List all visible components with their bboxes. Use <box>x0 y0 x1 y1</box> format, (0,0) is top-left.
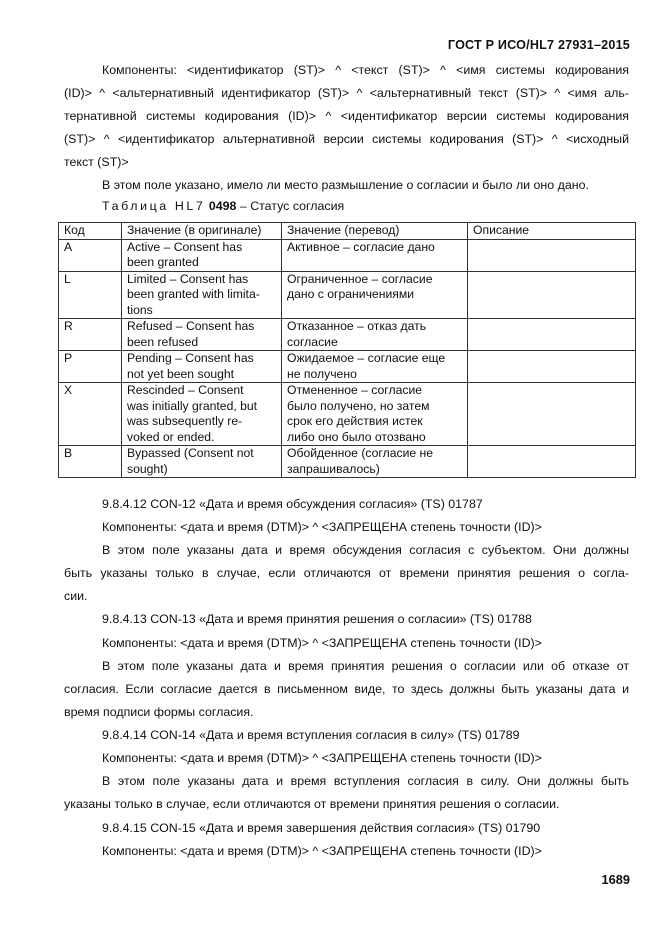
cell-original-line: Bypassed (Consent not <box>127 446 254 460</box>
cell-translation <box>282 446 468 478</box>
cell-translation-line: не получено <box>287 366 357 381</box>
cell-description <box>468 319 636 351</box>
cell-original-line: was initially granted, but <box>127 398 258 413</box>
field-description: В этом поле указано, имело ли место размышление о согласии и было ли оно дано. <box>102 178 589 192</box>
section-text-con14 <box>64 770 629 816</box>
text-line: сии. <box>64 589 88 603</box>
cell-code: X <box>59 383 122 446</box>
cell-code: R <box>59 319 122 351</box>
text-line: время подписи формы согласия. <box>64 705 254 719</box>
cell-original-line: Limited – Consent has <box>127 271 249 286</box>
text-line: В этом поле указаны дата и время обсуждения согласия с субъектом. Они должны <box>102 543 629 557</box>
text-line: быть указаны только в случае, если отличаются от времени принятия решения о согла- <box>64 566 629 580</box>
header-translation: Значение (перевод) <box>282 223 468 240</box>
section-text-con13 <box>64 655 629 724</box>
section-heading-con12: 9.8.4.12 CON-12 «Дата и время обсуждения согласия» (TS) 01787 <box>102 497 483 511</box>
cell-original-line: Refused – Consent has <box>127 319 255 333</box>
document-header: ГОСТ Р ИСО/HL7 27931–2015 <box>447 38 630 52</box>
cell-original-line: sought) <box>127 461 168 476</box>
cell-original-line: not yet been sought <box>127 366 235 381</box>
table-row <box>59 239 636 271</box>
cell-translation <box>282 319 468 351</box>
table-row <box>59 446 636 478</box>
cell-translation <box>282 271 468 319</box>
cell-code: P <box>59 351 122 383</box>
cell-translation <box>282 351 468 383</box>
cell-original-line: been refused <box>127 334 199 349</box>
caption-number: 0498 <box>208 199 237 213</box>
components-line-con15: Компоненты: <дата и время (DTM)> ^ <ЗАПРЕЩЕНА степень точности (ID)> <box>102 844 542 858</box>
table-body <box>59 239 636 478</box>
cell-code: B <box>59 446 122 478</box>
header-code: Код <box>59 223 122 240</box>
cell-description <box>468 383 636 446</box>
section-text-con12 <box>64 539 629 608</box>
text-line: (ST)> ^ <идентификатор альтернативной версии системы кодирования (ST)> ^ <исходный <box>64 132 629 146</box>
cell-original-line: been granted <box>127 255 199 269</box>
cell-translation-line: либо оно было отозвано <box>287 429 426 444</box>
text-line: текст (ST)> <box>64 155 129 169</box>
caption-dash: – <box>239 199 247 213</box>
cell-original <box>122 383 282 446</box>
caption-prefix: Таблица HL7 <box>102 199 206 213</box>
page-number: 1689 <box>601 872 630 887</box>
cell-translation-line: Ограниченное – согласие <box>287 271 433 286</box>
cell-code: L <box>59 271 122 319</box>
cell-translation-line: было получено, но затем <box>287 398 430 413</box>
cell-translation-line: Отмененное – согласие <box>287 383 423 397</box>
cell-translation <box>282 383 468 446</box>
cell-translation-line: Активное – согласие дано <box>287 239 435 254</box>
cell-description <box>468 446 636 478</box>
cell-original-line: Rescinded – Consent <box>127 383 244 397</box>
cell-original-line: been granted with limita- <box>127 287 260 301</box>
cell-description <box>468 351 636 383</box>
table-row <box>59 383 636 446</box>
table-header-row <box>59 223 636 240</box>
table-row <box>59 351 636 383</box>
cell-original <box>122 239 282 271</box>
cell-translation-line: согласие <box>287 334 338 349</box>
cell-code: A <box>59 239 122 271</box>
components-line-con13: Компоненты: <дата и время (DTM)> ^ <ЗАПРЕЩЕНА степень точности (ID)> <box>102 636 542 650</box>
table-row <box>59 271 636 319</box>
consent-status-table <box>58 222 636 478</box>
section-heading-con13: 9.8.4.13 CON-13 «Дата и время принятия решения о согласии» (TS) 01788 <box>102 612 532 626</box>
cell-translation-line: Обойденное (согласие не <box>287 446 434 460</box>
header-original: Значение (в оригинале) <box>122 223 282 240</box>
cell-original-line: Pending – Consent has <box>127 351 254 365</box>
cell-original-line: tions <box>127 302 153 317</box>
cell-description <box>468 239 636 271</box>
header-description: Описание <box>468 223 636 240</box>
text-line: тернативной системы кодирования (ID)> ^ <идентификатор версии системы кодирования <box>64 109 629 123</box>
section-heading-con14: 9.8.4.14 CON-14 «Дата и время вступления согласия в силу» (TS) 01789 <box>102 728 520 742</box>
caption-title: Статус согласия <box>250 199 345 213</box>
components-line-con12: Компоненты: <дата и время (DTM)> ^ <ЗАПРЕЩЕНА степень точности (ID)> <box>102 520 542 534</box>
cell-description <box>468 271 636 319</box>
cell-translation-line: Отказанное – отказ дать <box>287 319 427 333</box>
text-line: согласия. Если согласие дается в письменном виде, то здесь должны быть указаны дата и <box>64 682 629 696</box>
cell-original-line: Active – Consent has <box>127 239 243 254</box>
table-row <box>59 319 636 351</box>
components-line-con14: Компоненты: <дата и время (DTM)> ^ <ЗАПРЕЩЕНА степень точности (ID)> <box>102 751 542 765</box>
text-line: Компоненты: <идентификатор (ST)> ^ <текст (ST)> ^ <имя системы кодирования <box>102 63 629 77</box>
cell-original <box>122 319 282 351</box>
cell-original-line: was subsequently re- <box>127 414 243 428</box>
cell-translation <box>282 239 468 271</box>
cell-translation-line: запрашивалось) <box>287 461 380 476</box>
cell-translation-line: дано с ограничениями <box>287 287 415 301</box>
text-line: В этом поле указаны дата и время принятия решения о согласии или об отказе от <box>102 659 629 673</box>
cell-translation-line: срок его действия истек <box>287 414 423 428</box>
text-line: указаны только в случае, если отличаются от времени принятия решения о согласии. <box>64 797 560 811</box>
components-paragraph <box>64 59 629 174</box>
cell-original <box>122 446 282 478</box>
section-heading-con15: 9.8.4.15 CON-15 «Дата и время завершения действия согласия» (TS) 01790 <box>102 821 541 835</box>
cell-translation-line: Ожидаемое – согласие еще <box>287 351 446 365</box>
text-line: В этом поле указаны дата и время вступления согласия в силу. Они должны быть <box>102 774 629 788</box>
table-caption <box>102 199 344 213</box>
cell-original <box>122 271 282 319</box>
cell-original <box>122 351 282 383</box>
cell-original-line: voked or ended. <box>127 429 215 444</box>
text-line: (ID)> ^ <альтернативный идентификатор (ST)> ^ <альтернативный текст (ST)> ^ <имя аль- <box>64 86 629 100</box>
